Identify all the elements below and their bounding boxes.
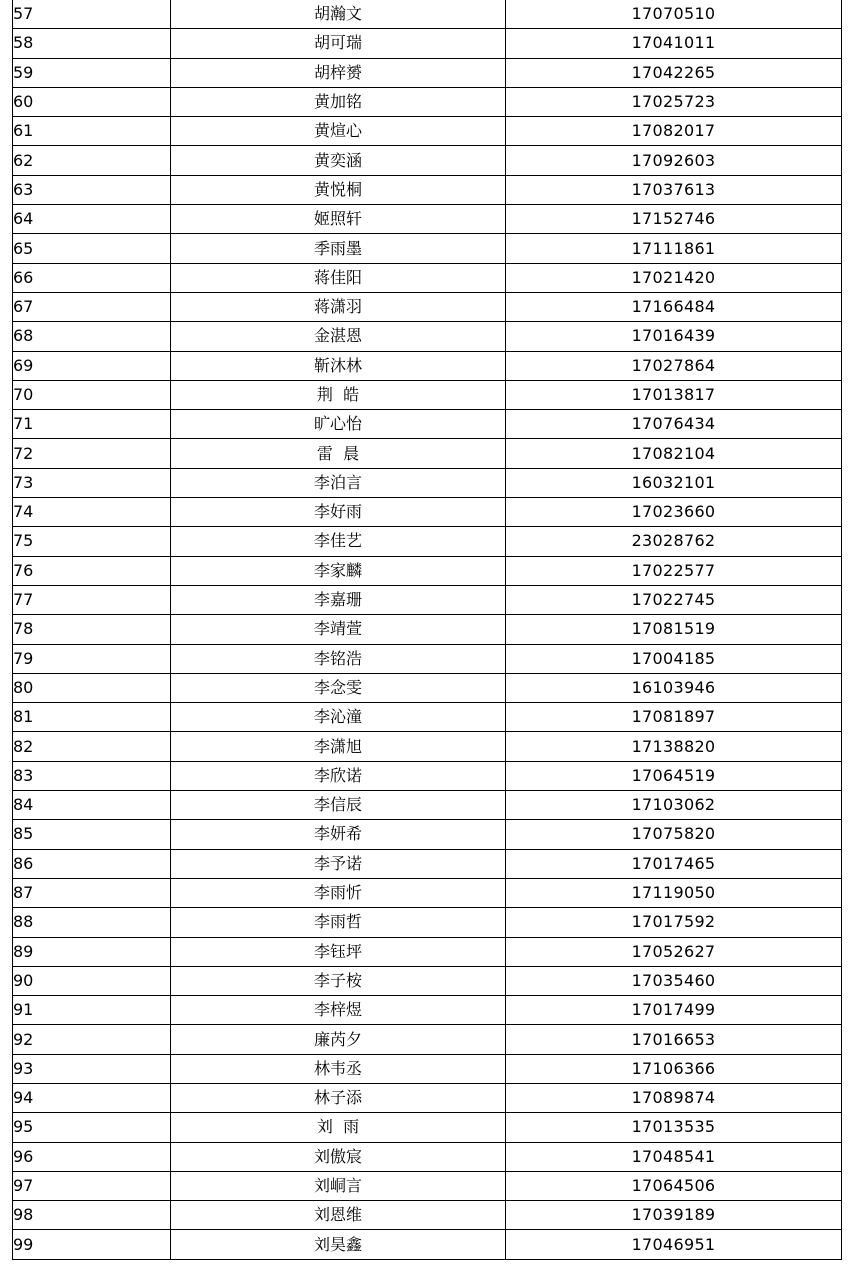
table-row [13, 205, 842, 234]
table-row [13, 322, 842, 351]
student-name-cell: 李铭浩 [171, 644, 506, 673]
student-id-cell: 17119050 [506, 878, 842, 907]
student-id-cell: 16103946 [506, 673, 842, 702]
row-number-cell: 74 [13, 498, 171, 527]
row-number-cell: 66 [13, 263, 171, 292]
student-id-cell: 17152746 [506, 205, 842, 234]
table-row [13, 732, 842, 761]
student-id-cell: 17017592 [506, 908, 842, 937]
student-id-cell: 17037613 [506, 175, 842, 204]
student-id-cell: 17016439 [506, 322, 842, 351]
student-id-cell: 17064519 [506, 761, 842, 790]
student-id-cell: 23028762 [506, 527, 842, 556]
student-id-cell: 17103062 [506, 791, 842, 820]
student-name-cell: 刘昊鑫 [171, 1230, 506, 1259]
student-name-cell: 李泊言 [171, 468, 506, 497]
student-id-cell: 17021420 [506, 263, 842, 292]
student-name-cell: 李潇旭 [171, 732, 506, 761]
row-number-cell: 90 [13, 966, 171, 995]
row-number-cell: 79 [13, 644, 171, 673]
student-name-cell: 蒋潇羽 [171, 292, 506, 321]
table-row [13, 234, 842, 263]
student-name-cell: 李靖萱 [171, 615, 506, 644]
row-number-cell: 83 [13, 761, 171, 790]
student-id-cell: 17111861 [506, 234, 842, 263]
table-row [13, 1113, 842, 1142]
table-row [13, 761, 842, 790]
student-name-cell: 廉芮夕 [171, 1025, 506, 1054]
row-number-cell: 99 [13, 1230, 171, 1259]
row-number-cell: 70 [13, 380, 171, 409]
student-id-cell: 17052627 [506, 937, 842, 966]
row-number-cell: 71 [13, 410, 171, 439]
row-number-cell: 78 [13, 615, 171, 644]
table-row [13, 146, 842, 175]
student-id-cell: 17017499 [506, 996, 842, 1025]
student-name-cell: 林韦丞 [171, 1054, 506, 1083]
row-number-cell: 62 [13, 146, 171, 175]
student-name-cell: 姬照轩 [171, 205, 506, 234]
row-number-cell: 91 [13, 996, 171, 1025]
student-id-cell: 17082017 [506, 117, 842, 146]
row-number-cell: 96 [13, 1142, 171, 1171]
roster-body [13, 0, 842, 1259]
student-name-cell: 季雨墨 [171, 234, 506, 263]
table-row [13, 0, 842, 29]
student-name-cell: 李雨哲 [171, 908, 506, 937]
table-row [13, 1083, 842, 1112]
student-name-cell: 李佳艺 [171, 527, 506, 556]
student-id-cell: 17025723 [506, 87, 842, 116]
table-row [13, 556, 842, 585]
student-name-cell: 荆 皓 [171, 380, 506, 409]
row-number-cell: 84 [13, 791, 171, 820]
student-name-cell: 李家麟 [171, 556, 506, 585]
student-id-cell: 17041011 [506, 29, 842, 58]
table-row [13, 820, 842, 849]
table-row [13, 380, 842, 409]
student-name-cell: 蒋佳阳 [171, 263, 506, 292]
table-row [13, 1142, 842, 1171]
student-id-cell: 17039189 [506, 1201, 842, 1230]
table-row [13, 703, 842, 732]
student-name-cell: 黄悦桐 [171, 175, 506, 204]
student-id-cell: 17081519 [506, 615, 842, 644]
student-id-cell: 16032101 [506, 468, 842, 497]
student-name-cell: 李欣诺 [171, 761, 506, 790]
table-row [13, 644, 842, 673]
student-id-cell: 17042265 [506, 58, 842, 87]
table-row [13, 615, 842, 644]
student-name-cell: 刘恩维 [171, 1201, 506, 1230]
table-row [13, 468, 842, 497]
row-number-cell: 77 [13, 585, 171, 614]
roster-sheet [12, 0, 841, 1260]
table-row [13, 966, 842, 995]
table-row [13, 351, 842, 380]
student-name-cell: 金湛恩 [171, 322, 506, 351]
row-number-cell: 68 [13, 322, 171, 351]
row-number-cell: 65 [13, 234, 171, 263]
table-row [13, 87, 842, 116]
student-id-cell: 17023660 [506, 498, 842, 527]
student-name-cell: 刘傲宸 [171, 1142, 506, 1171]
row-number-cell: 61 [13, 117, 171, 146]
table-row [13, 849, 842, 878]
student-name-cell: 胡可瑞 [171, 29, 506, 58]
table-row [13, 1025, 842, 1054]
student-id-cell: 17106366 [506, 1054, 842, 1083]
student-id-cell: 17092603 [506, 146, 842, 175]
table-row [13, 410, 842, 439]
student-name-cell: 胡瀚文 [171, 0, 506, 29]
student-id-cell: 17070510 [506, 0, 842, 29]
student-id-cell: 17082104 [506, 439, 842, 468]
student-id-cell: 17081897 [506, 703, 842, 732]
row-number-cell: 81 [13, 703, 171, 732]
table-row [13, 29, 842, 58]
student-name-cell: 胡梓赟 [171, 58, 506, 87]
student-name-cell: 李予诺 [171, 849, 506, 878]
row-number-cell: 89 [13, 937, 171, 966]
student-id-cell: 17022745 [506, 585, 842, 614]
table-row [13, 439, 842, 468]
table-row [13, 585, 842, 614]
student-id-cell: 17027864 [506, 351, 842, 380]
student-id-cell: 17075820 [506, 820, 842, 849]
student-name-cell: 李嘉珊 [171, 585, 506, 614]
row-number-cell: 93 [13, 1054, 171, 1083]
table-row [13, 58, 842, 87]
student-id-cell: 17064506 [506, 1171, 842, 1200]
student-name-cell: 李好雨 [171, 498, 506, 527]
table-row [13, 263, 842, 292]
row-number-cell: 87 [13, 878, 171, 907]
student-name-cell: 刘峒言 [171, 1171, 506, 1200]
table-row [13, 1201, 842, 1230]
student-name-cell: 李雨忻 [171, 878, 506, 907]
row-number-cell: 85 [13, 820, 171, 849]
student-name-cell: 刘 雨 [171, 1113, 506, 1142]
row-number-cell: 98 [13, 1201, 171, 1230]
table-row [13, 996, 842, 1025]
row-number-cell: 73 [13, 468, 171, 497]
row-number-cell: 95 [13, 1113, 171, 1142]
table-row [13, 1054, 842, 1083]
student-name-cell: 李梓煜 [171, 996, 506, 1025]
table-row [13, 673, 842, 702]
row-number-cell: 59 [13, 58, 171, 87]
row-number-cell: 75 [13, 527, 171, 556]
student-name-cell: 靳沐林 [171, 351, 506, 380]
student-name-cell: 李妍希 [171, 820, 506, 849]
row-number-cell: 76 [13, 556, 171, 585]
student-name-cell: 雷 晨 [171, 439, 506, 468]
student-name-cell: 旷心怡 [171, 410, 506, 439]
row-number-cell: 67 [13, 292, 171, 321]
student-name-cell: 黄煊心 [171, 117, 506, 146]
table-row [13, 527, 842, 556]
student-id-cell: 17046951 [506, 1230, 842, 1259]
student-id-cell: 17013817 [506, 380, 842, 409]
student-name-cell: 李念雯 [171, 673, 506, 702]
table-row [13, 908, 842, 937]
student-name-cell: 李子桉 [171, 966, 506, 995]
roster-table [12, 0, 842, 1260]
table-row [13, 937, 842, 966]
table-row [13, 791, 842, 820]
table-row [13, 117, 842, 146]
student-name-cell: 黄加铭 [171, 87, 506, 116]
student-id-cell: 17022577 [506, 556, 842, 585]
row-number-cell: 80 [13, 673, 171, 702]
table-row [13, 878, 842, 907]
row-number-cell: 72 [13, 439, 171, 468]
row-number-cell: 97 [13, 1171, 171, 1200]
row-number-cell: 58 [13, 29, 171, 58]
student-id-cell: 17089874 [506, 1083, 842, 1112]
student-name-cell: 李信辰 [171, 791, 506, 820]
row-number-cell: 69 [13, 351, 171, 380]
student-id-cell: 17017465 [506, 849, 842, 878]
student-id-cell: 17048541 [506, 1142, 842, 1171]
row-number-cell: 57 [13, 0, 171, 29]
row-number-cell: 60 [13, 87, 171, 116]
row-number-cell: 92 [13, 1025, 171, 1054]
table-row [13, 175, 842, 204]
student-id-cell: 17076434 [506, 410, 842, 439]
row-number-cell: 64 [13, 205, 171, 234]
student-id-cell: 17016653 [506, 1025, 842, 1054]
student-name-cell: 李沁潼 [171, 703, 506, 732]
student-id-cell: 17013535 [506, 1113, 842, 1142]
row-number-cell: 86 [13, 849, 171, 878]
table-row [13, 1230, 842, 1259]
student-name-cell: 黄奕涵 [171, 146, 506, 175]
table-row [13, 1171, 842, 1200]
student-id-cell: 17138820 [506, 732, 842, 761]
table-row [13, 292, 842, 321]
student-id-cell: 17166484 [506, 292, 842, 321]
table-row [13, 498, 842, 527]
row-number-cell: 82 [13, 732, 171, 761]
student-id-cell: 17004185 [506, 644, 842, 673]
student-name-cell: 林子添 [171, 1083, 506, 1112]
row-number-cell: 88 [13, 908, 171, 937]
student-id-cell: 17035460 [506, 966, 842, 995]
student-name-cell: 李钰坪 [171, 937, 506, 966]
row-number-cell: 63 [13, 175, 171, 204]
row-number-cell: 94 [13, 1083, 171, 1112]
